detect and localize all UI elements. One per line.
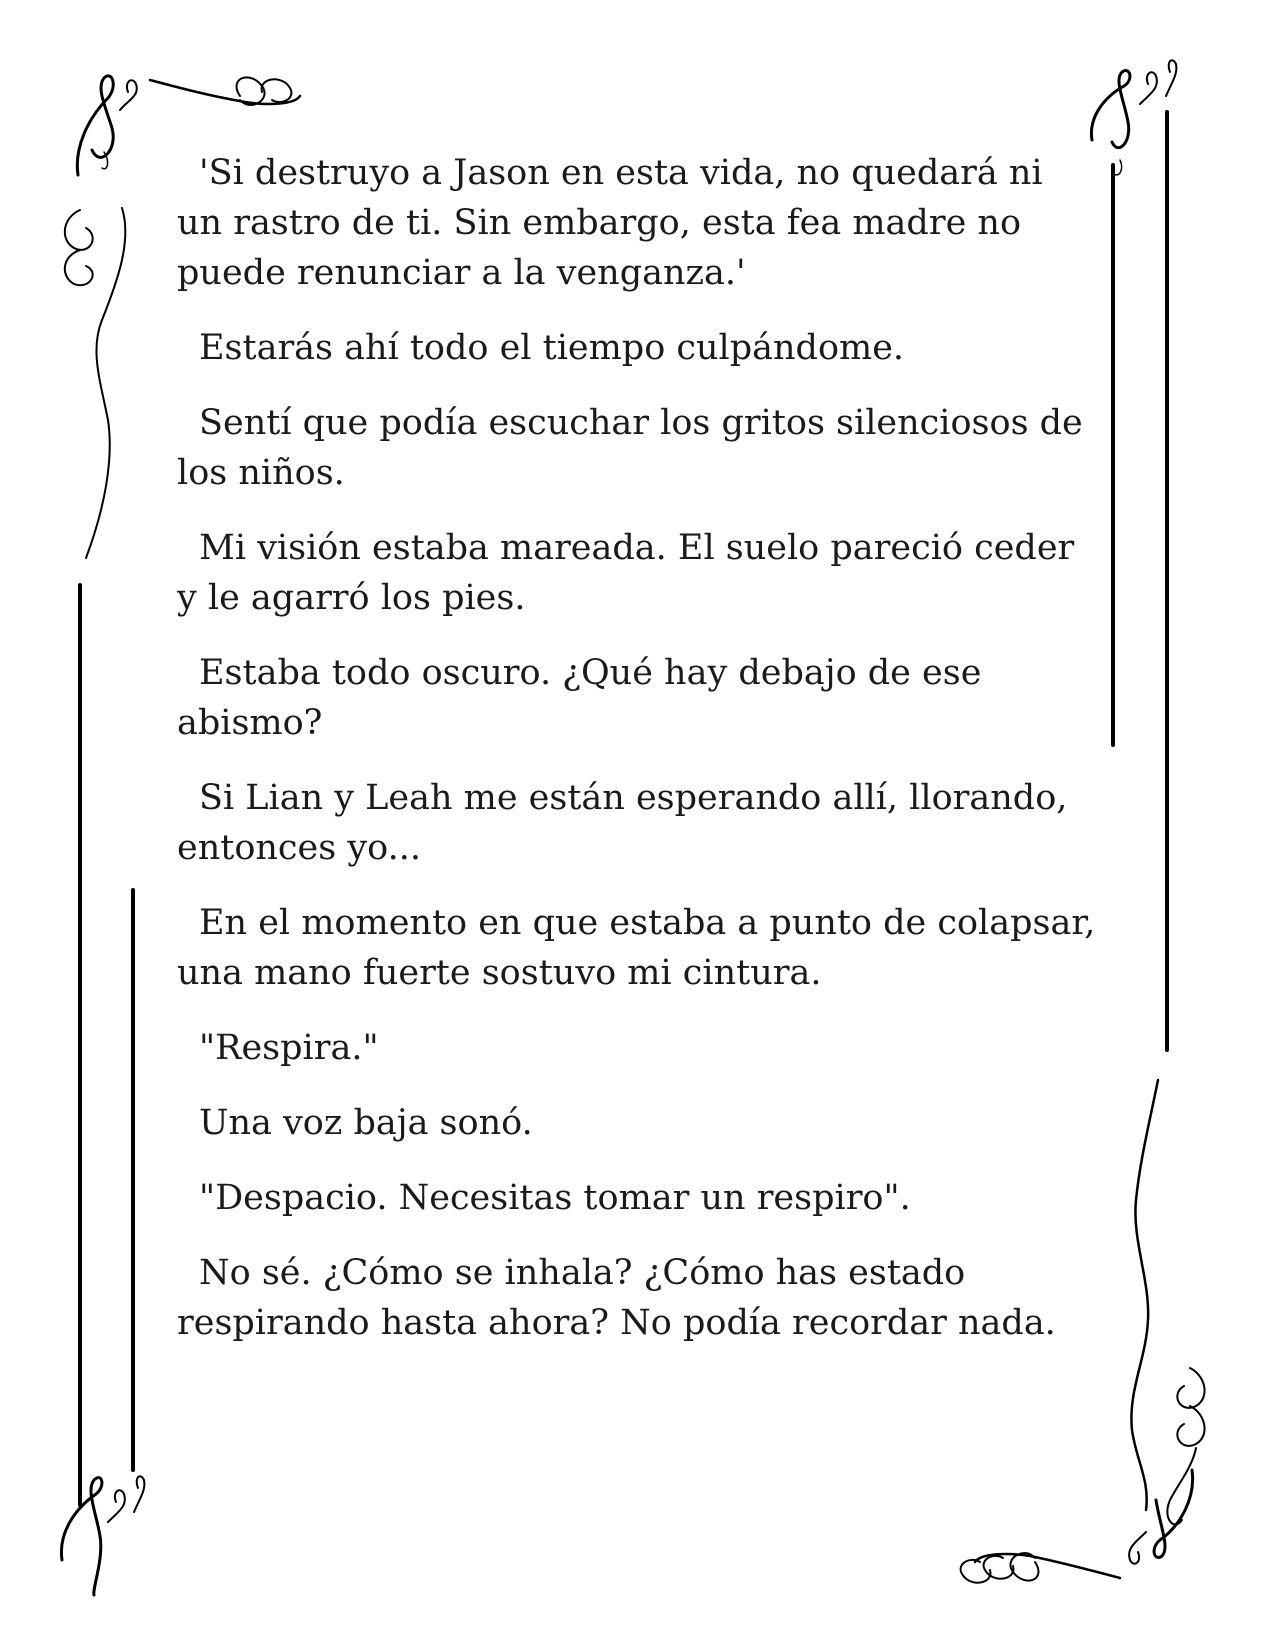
paragraph: Sentí que podía escuchar los gritos silenciosos de los niños. <box>177 403 1083 493</box>
bottom-left-flourish <box>61 1476 144 1595</box>
paragraph: "Despacio. Necesitas tomar un respiro". <box>199 1178 911 1218</box>
paragraph: Mi visión estaba mareada. El suelo pareció ceder y le agarró los pies. <box>177 528 1075 618</box>
paragraph: Estaba todo oscuro. ¿Qué hay debajo de ese abismo? <box>177 653 982 743</box>
paragraph: En el momento en que estaba a punto de colapsar, una mano fuerte sostuvo mi cintura. <box>177 903 1096 993</box>
paragraph: 'Si destruyo a Jason en esta vida, no quedará ni un rastro de ti. Sin embargo, esta fea madre no puede renunciar a la venganza.' <box>177 153 1043 293</box>
paragraph: Estarás ahí todo el tiempo culpándome. <box>199 328 905 368</box>
paragraph: Una voz baja sonó. <box>199 1103 533 1143</box>
body-text <box>177 148 1097 1373</box>
paragraph: No sé. ¿Cómo se inhala? ¿Cómo has estado respirando hasta ahora? No podía recordar nada. <box>177 1253 1056 1343</box>
top-right-flourish <box>1091 60 1176 175</box>
paragraph: Si Lian y Leah me están esperando allí, llorando, entonces yo... <box>177 778 1068 868</box>
paragraph: "Respira." <box>199 1028 379 1068</box>
